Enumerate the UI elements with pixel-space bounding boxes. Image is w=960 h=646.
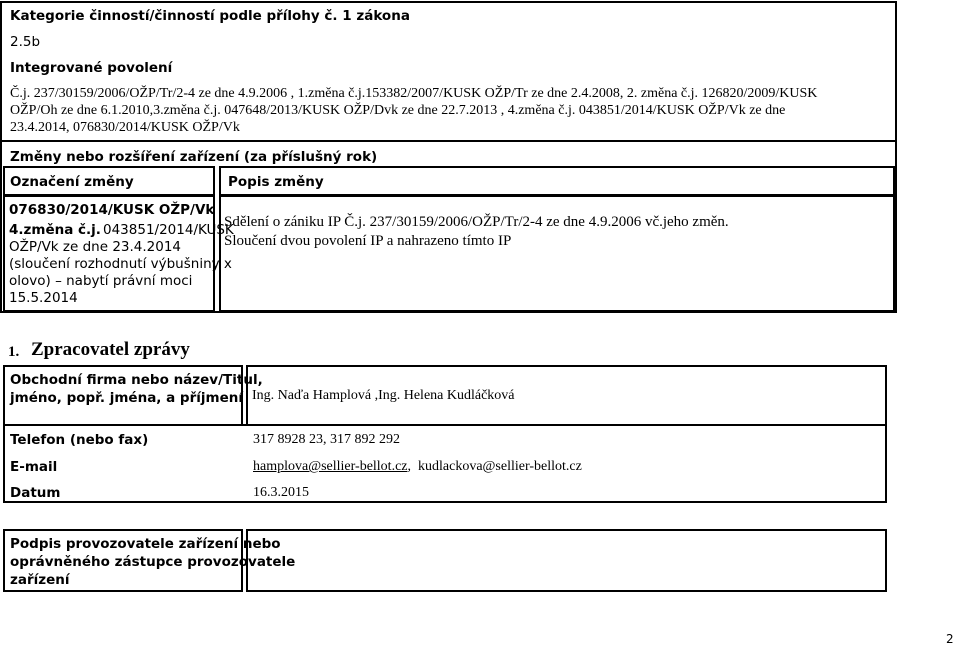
email-value [253,458,582,476]
permit-line-1: Č.j. 237/30159/2006/OŽP/Tr/2-4 ze dne 4.9.2006 , 1.změna č.j.153382/2007/KUSK OŽP/Tr ze dne 2.4.2008, 2. změna č.j. 126820/2009/KUSK [10,86,818,101]
category-label: Kategorie činností/činností podle přílohy č. 1 zákona [10,8,410,24]
designation-line-1: 043851/2014/KUSK [103,222,234,238]
description-line-2: Sloučení dvou povolení IP a nahrazeno tímto IP [224,233,512,249]
section-title: Zpracovatel zprávy [31,339,190,360]
firm-label-line-2: jméno, popř. jména, a příjmení [10,390,243,406]
email-second: kudlackova@sellier-bellot.cz [418,459,582,474]
description-line-1: Sdělení o zániku IP Č.j. 237/30159/2006/OŽP/Tr/2-4 ze dne 4.9.2006 vč.jeho změn. [224,214,729,230]
phone-label: Telefon (nebo fax) [10,432,149,448]
firm-value: Ing. Naďa Hamplová ,Ing. Helena Kudláčková [252,388,515,403]
divider-line [0,140,897,142]
designation-line-3: (sloučení rozhodnutí výbušniny x [9,256,232,272]
category-value: 2.5b [10,34,41,50]
permit-line-2: OŽP/Oh ze dne 6.1.2010,3.změna č.j. 047648/2013/KUSK OŽP/Dvk ze dne 22.7.2013 , 4.změna č.j. 043851/2014/KUSK OŽP/Vk ze dne [10,103,786,118]
designation-line-5: 15.5.2014 [9,290,78,306]
changes-section-label: Změny nebo rozšíření zařízení (za příslušný rok) [10,149,378,165]
phone-value: 317 8928 23, 317 892 292 [253,432,400,447]
signature-line-2: oprávněného zástupce provozovatele [10,554,296,570]
designation-line-2: OŽP/Vk ze dne 23.4.2014 [9,239,182,255]
permit-label: Integrované povolení [10,60,173,76]
email-label: E-mail [10,459,58,475]
date-label: Datum [10,485,61,501]
signature-value-box [246,529,887,592]
page-number: 2 [946,632,954,646]
section-number: 1. [8,344,20,360]
firm-label-line-1: Obchodní firma nebo název/Titul, [10,372,263,388]
designation-change: 4.změna č.j. [9,222,101,238]
signature-line-1: Podpis provozovatele zařízení nebo [10,536,281,552]
email-link[interactable]: hamplova@sellier-bellot.cz [253,459,408,474]
designation-header: Označení změny [10,174,134,190]
designation-ref: 076830/2014/KUSK OŽP/Vk [9,202,215,218]
email-separator: , [407,459,418,474]
description-header: Popis změny [228,174,324,190]
permit-line-3: 23.4.2014, 076830/2014/KUSK OŽP/Vk [10,120,240,135]
date-value: 16.3.2015 [253,485,309,500]
designation-line-4: olovo) – nabytí právní moci [9,273,193,289]
signature-line-3: zařízení [10,572,70,588]
